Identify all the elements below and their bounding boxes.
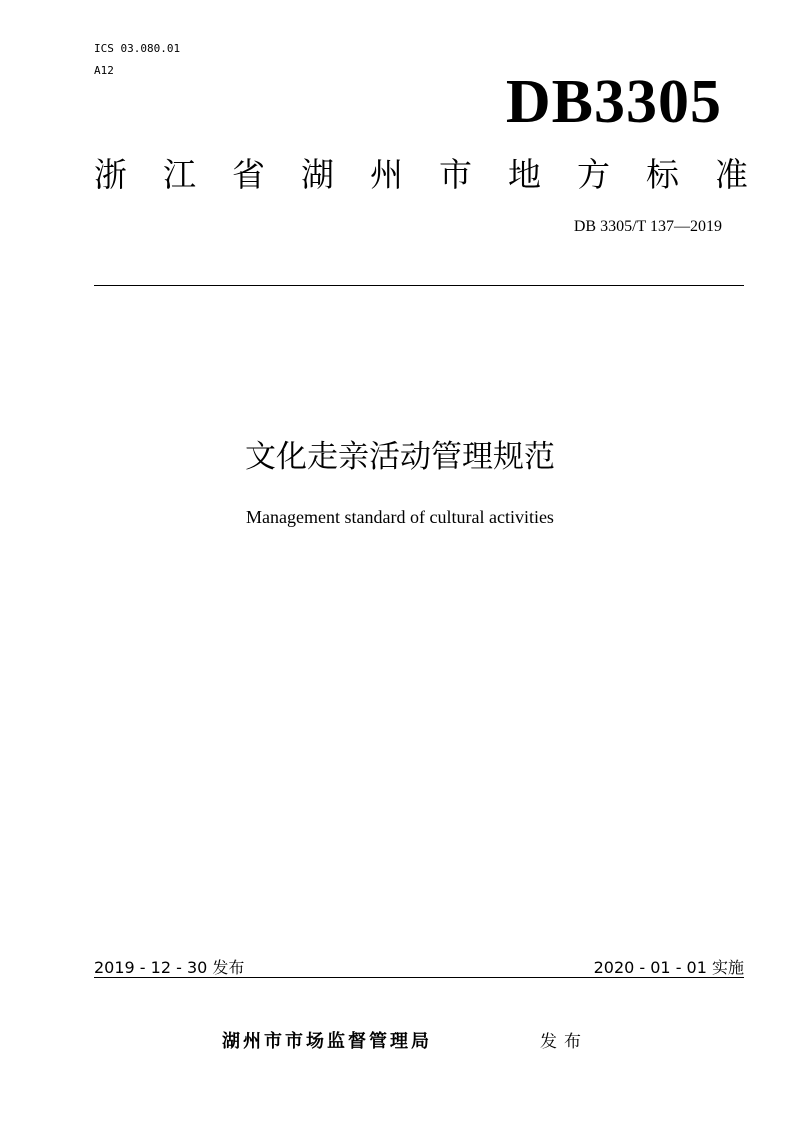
ccs-code: A12 xyxy=(94,64,114,77)
standard-type-char: 市 xyxy=(439,155,472,194)
standard-number: DB 3305/T 137—2019 xyxy=(573,218,722,235)
document-title-en: Management standard of cultural activities xyxy=(246,507,554,527)
standard-code: DB3305 xyxy=(505,68,722,136)
bottom-divider xyxy=(94,977,744,978)
issue-date: 2019 - 12 - 30 发布 xyxy=(94,958,245,977)
implementation-date: 2020 - 01 - 01 实施 xyxy=(593,958,744,977)
standard-type-char: 地 xyxy=(508,155,541,194)
standard-type-char: 准 xyxy=(715,155,748,194)
standard-type-char: 浙 xyxy=(94,155,127,194)
standard-type xyxy=(94,153,748,197)
standard-type-char: 省 xyxy=(232,155,265,194)
document-title-cn: 文化走亲活动管理规范 xyxy=(245,439,555,475)
ics-code: ICS 03.080.01 xyxy=(94,42,181,55)
top-divider xyxy=(94,285,744,286)
issuer-name: 湖州市市场监督管理局 xyxy=(222,1031,432,1052)
standard-type-char: 州 xyxy=(370,155,403,194)
standard-type-char: 江 xyxy=(163,155,196,194)
standard-type-char: 标 xyxy=(646,155,679,194)
standard-type-char: 方 xyxy=(577,155,610,194)
issuer-action: 发布 xyxy=(540,1032,588,1052)
standard-type-char: 湖 xyxy=(301,155,334,194)
